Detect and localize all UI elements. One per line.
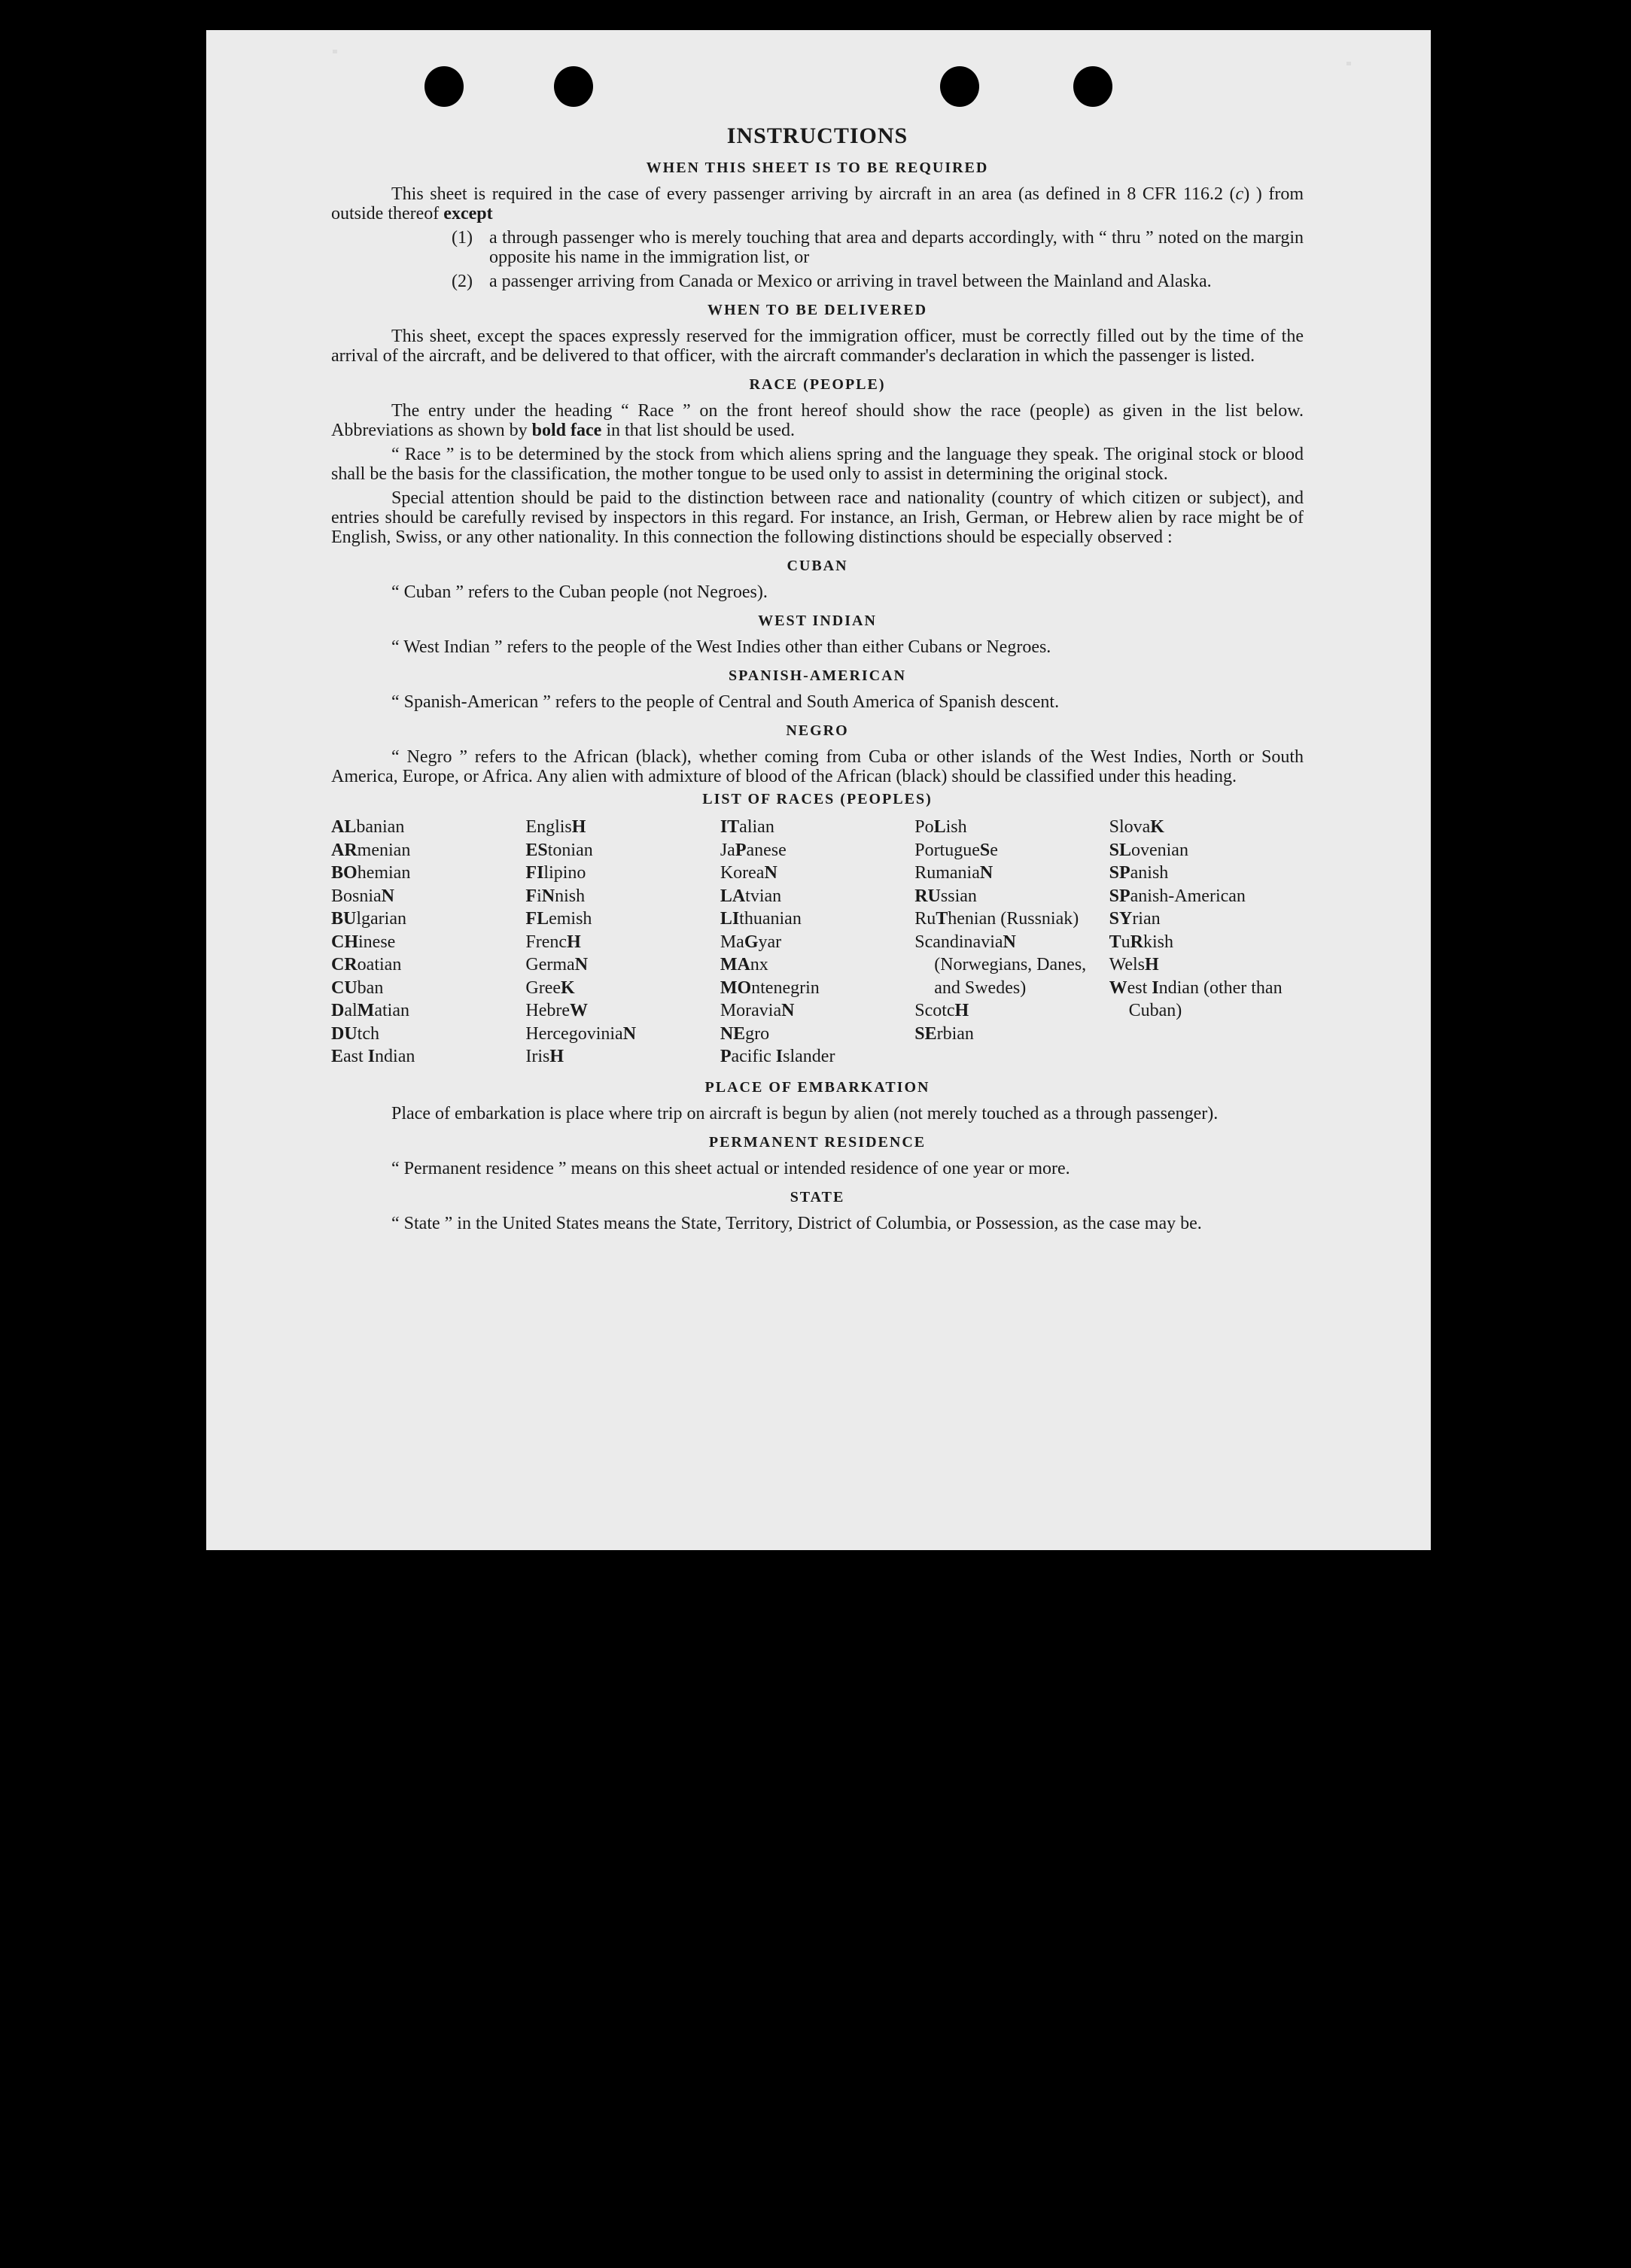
race-entry: FLemish (525, 909, 592, 929)
race-entry: NEgro (720, 1023, 770, 1044)
delivered-text: This sheet, except the spaces expressly reserved for the immigration officer, must be correctly filled out by the time of the arrival of the aircraft, and be delivered to that officer, with the aircraft commander's declaration in which the passenger is listed. (331, 327, 1304, 366)
race-entry: SLovenian (1109, 840, 1188, 860)
punch-hole (1073, 66, 1112, 107)
section-heading-embarkation: PLACE OF EMBARKATION (704, 1078, 930, 1096)
race-entry: ScandinaviaN (Norwegians, Danes, and Swedes) (914, 932, 1087, 998)
section-heading-west-indian: WEST INDIAN (758, 613, 877, 629)
race-paragraph: Special attention should be paid to the distinction between race and nationality (country of which citizen or subject), and entries should be carefully revised by inspectors in this regard. For instance, an Irish, German, or Hebrew alien by race might be of English, Swiss, or any other nationality. In this connection the following distinctions should be especially observed : (331, 488, 1304, 547)
race-entry: ITalian (720, 817, 774, 837)
race-entry: LAtvian (720, 886, 782, 906)
punch-hole (554, 66, 593, 107)
race-entry: FrencH (525, 932, 581, 952)
race-entry: HebreW (525, 1001, 589, 1020)
race-entry: SErbian (914, 1023, 974, 1044)
race-entry: WelsH (1109, 955, 1159, 974)
races-list (331, 816, 1304, 1069)
race-entry: RumaniaN (914, 863, 994, 883)
section-heading-required: WHEN THIS SHEET IS TO BE REQUIRED (646, 160, 989, 176)
race-entry: ARmenian (331, 840, 411, 860)
race-entry: MAnx (720, 955, 768, 974)
race-entry: West Indian (other than Cuban) (1109, 977, 1283, 1020)
race-entry: ScotcH (914, 1001, 969, 1020)
race-paragraph: The entry under the heading “ Race ” on the front hereof should show the race (people) as given in the list below. Abbreviations as shown by bold face in that list should be used. (331, 401, 1304, 440)
section-heading-state: STATE (790, 1188, 845, 1205)
section-heading-race: RACE (PEOPLE) (749, 376, 886, 393)
race-entry: CUban (331, 977, 384, 998)
race-entry: CRoatian (331, 955, 402, 974)
scan-speck (333, 50, 337, 53)
residence-text: “ Permanent residence ” means on this sheet actual or intended residence of one year or more. (391, 1158, 1070, 1178)
race-entry: DUtch (331, 1023, 379, 1044)
race-entry: SPanish (1109, 863, 1169, 883)
race-entry: FIlipino (525, 863, 586, 883)
race-entry: PoLish (914, 817, 967, 837)
races-column (331, 816, 525, 1069)
negro-text: “ Negro ” refers to the African (black), whether coming from Cuba or other islands of the West Indies, North or South America, Europe, or Africa. Any alien with admixture of blood of the African (black) should be classified under this heading. (331, 747, 1304, 786)
race-entry: FiNnish (525, 886, 586, 906)
race-entry: BosniaN (331, 886, 395, 906)
race-entry: RuThenian (Russniak) (914, 909, 1079, 929)
races-column (1109, 816, 1304, 1069)
race-entry: LIthuanian (720, 909, 802, 929)
race-entry: EStonian (525, 840, 593, 860)
scan-speck (1346, 62, 1351, 65)
section-heading-residence: PERMANENT RESIDENCE (708, 1133, 927, 1151)
race-entry: SlovaK (1109, 817, 1164, 837)
race-entry: GermaN (525, 955, 589, 974)
exception-item: (1) a through passenger who is merely touching that area and departs accordingly, with “ thru ” noted on the margin opposite his name in the immigration list, or (452, 228, 1304, 267)
race-paragraph: “ Race ” is to be determined by the stock from which aliens spring and the language they speak. The original stock or blood shall be the basis for the classification, the mother tongue to be used only to assist in determining the original stock. (331, 445, 1304, 484)
section-heading-spanish-american: SPANISH-AMERICAN (728, 667, 907, 684)
races-column (720, 816, 914, 1069)
race-entry: CHinese (331, 932, 396, 952)
cuban-text: “ Cuban ” refers to the Cuban people (not Negroes). (391, 582, 768, 602)
race-entry: TuRkish (1109, 932, 1173, 952)
section-heading-delivered: WHEN TO BE DELIVERED (707, 302, 928, 318)
instruction-sheet (206, 30, 1431, 1550)
races-column (914, 816, 1109, 1069)
required-intro: This sheet is required in the case of every passenger arriving by aircraft in an area (as defined in 8 CFR 116.2 (c) ) from outside thereof except (331, 184, 1304, 223)
state-text: “ State ” in the United States means the State, Territory, District of Columbia, or Possession, as the case may be. (391, 1213, 1202, 1233)
race-entry: RUssian (914, 886, 977, 906)
race-entry: MaGyar (720, 932, 782, 952)
race-entry: HercegoviniaN (525, 1023, 637, 1044)
page-title: INSTRUCTIONS (726, 123, 908, 148)
race-entry: Pacific Islander (720, 1047, 835, 1066)
spanish-american-text: “ Spanish-American ” refers to the people of Central and South America of Spanish descent. (391, 692, 1060, 712)
race-entry: JaPanese (720, 840, 787, 860)
section-heading-cuban: CUBAN (787, 558, 848, 574)
race-entry: MOntenegrin (720, 977, 820, 998)
race-entry: BOhemian (331, 863, 411, 883)
race-entry: BUlgarian (331, 909, 406, 929)
race-entry: KoreaN (720, 863, 777, 883)
instructions-body (331, 123, 1304, 1238)
punch-hole (424, 66, 464, 107)
races-column (525, 816, 720, 1069)
race-entry: GreeK (525, 977, 575, 998)
race-entry: PortugueSe (914, 840, 998, 860)
race-entry: SPanish-American (1109, 886, 1246, 906)
section-heading-negro: NEGRO (786, 722, 849, 739)
race-entry: SYrian (1109, 909, 1161, 929)
race-entry: DalMatian (331, 1001, 409, 1020)
race-entry: EnglisH (525, 817, 586, 837)
embarkation-text: Place of embarkation is place where trip on aircraft is begun by alien (not merely touched as a through passenger). (391, 1103, 1219, 1123)
exception-item: (2) a passenger arriving from Canada or Mexico or arriving in travel between the Mainland and Alaska. (452, 272, 1212, 291)
section-heading-races-list: LIST OF RACES (PEOPLES) (702, 791, 933, 807)
race-entry: MoraviaN (720, 1001, 795, 1020)
punch-hole (940, 66, 979, 107)
race-entry: East Indian (331, 1047, 415, 1066)
race-entry: IrisH (525, 1047, 564, 1066)
west-indian-text: “ West Indian ” refers to the people of the West Indies other than either Cubans or Negroes. (391, 637, 1051, 657)
race-entry: ALbanian (331, 817, 405, 837)
